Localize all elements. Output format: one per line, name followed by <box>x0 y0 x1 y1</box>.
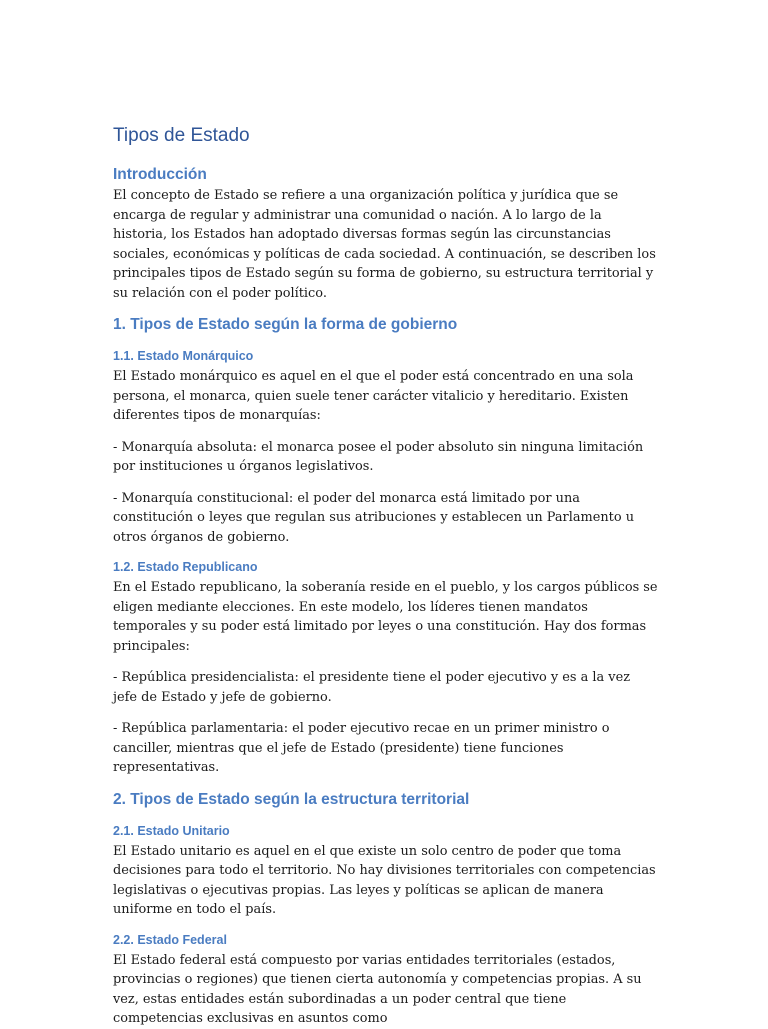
presidential-republic-item: - República presidencialista: el presidente tiene el poder ejecutivo y es a la vez jefe de Estado y jefe de gobierno. <box>113 670 631 705</box>
section-2-heading: 2. Tipos de Estado según la estructura territorial <box>113 790 470 808</box>
section-2-1-paragraph: El Estado unitario es aquel en el que existe un solo centro de poder que toma decisiones para todo el territorio. No hay divisiones territoriales con competencias legislativas o ejecutivas propias. Las leyes y políticas se aplican de manera uniforme en todo el país. <box>113 843 656 917</box>
document-title: Tipos de Estado <box>113 125 250 146</box>
section-1-1-paragraph: El Estado monárquico es aquel en el que el poder está concentrado en una sola persona, el monarca, quien suele tener carácter vitalicio y hereditario. Existen diferentes tipos de monarquías: <box>113 369 634 423</box>
section-1-2-paragraph: En el Estado republicano, la soberanía reside en el pueblo, y los cargos públicos se eligen mediante elecciones. En este modelo, los líderes tienen mandatos temporales y su poder está limitado por leyes o una constitución. Hay dos formas principales: <box>113 580 658 654</box>
section-2-1-heading: 2.1. Estado Unitario <box>113 823 230 838</box>
section-2-2-heading: 2.2. Estado Federal <box>113 932 227 947</box>
parliamentary-republic-item: - República parlamentaria: el poder ejecutivo recae en un primer ministro o canciller, mientras que el jefe de Estado (presidente) tiene funciones representativas. <box>113 721 610 775</box>
intro-heading: Introducción <box>113 166 207 183</box>
section-1-1-heading: 1.1. Estado Monárquico <box>113 349 254 363</box>
section-2-2-paragraph: El Estado federal está compuesto por varias entidades territoriales (estados, provincias o regiones) que tienen cierta autonomía y competencias propias. A su vez, estas entidades están subordinadas a un poder central que tiene competencias exclusivas en asuntos como <box>113 952 642 1026</box>
section-1-2-heading: 1.2. Estado Republicano <box>113 560 258 574</box>
intro-paragraph: El concepto de Estado se refiere a una organización política y jurídica que se encarga de regular y administrar una comunidad o nación. A lo largo de la historia, los Estados han adoptado diversas formas según las circunstancias sociales, económicas y políticas de cada sociedad. A continuación, se describen los principales tipos de Estado según su forma de gobierno, su estructura territorial y su relación con el poder político. <box>113 188 656 301</box>
section-1-heading: 1. Tipos de Estado según la forma de gobierno <box>113 316 458 333</box>
absolute-monarchy-item: - Monarquía absoluta: el monarca posee el poder absoluto sin ninguna limitación por instituciones u órganos legislativos. <box>113 439 644 474</box>
constitutional-monarchy-item: - Monarquía constitucional: el poder del monarca está limitado por una constitución o leyes que regulan sus atribuciones y establecen un Parlamento u otros órganos de gobierno. <box>113 490 635 545</box>
